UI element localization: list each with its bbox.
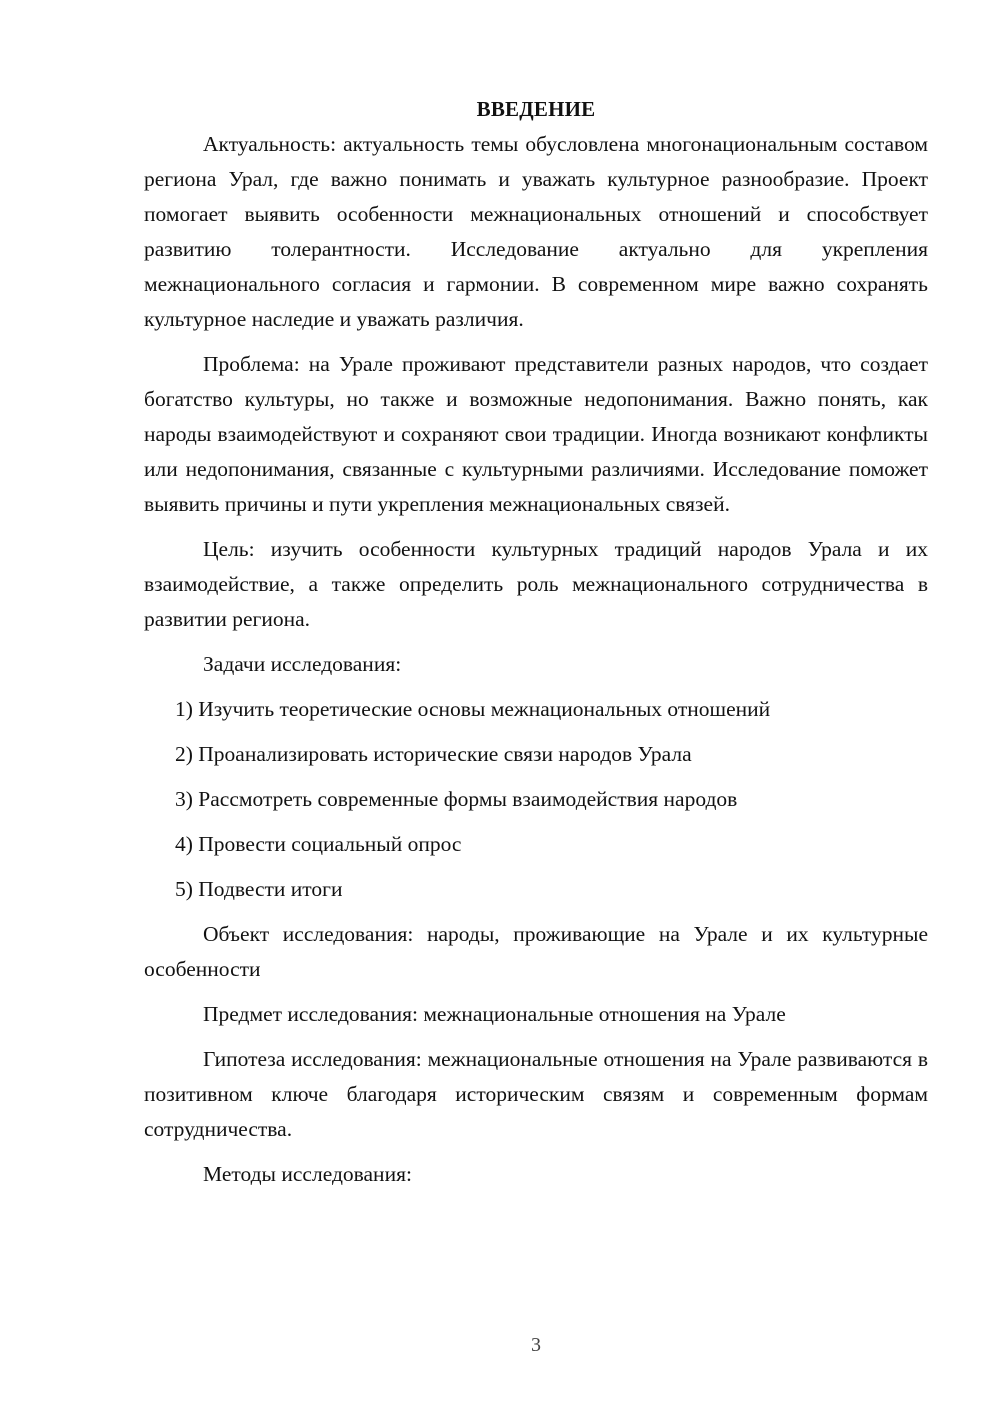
task-item-1: 1) Изучить теоретические основы межнациональных отношений	[175, 697, 771, 721]
hypothesis-paragraph: Гипотеза исследования: межнациональные отношения на Урале развиваются в позитивном ключе благодаря историческим связям и современным формам сотрудничества.	[144, 1047, 928, 1141]
tasks-heading: Задачи исследования:	[203, 652, 402, 676]
page-number: 3	[531, 1334, 541, 1356]
methods-heading: Методы исследования:	[203, 1162, 412, 1186]
task-item-3: 3) Рассмотреть современные формы взаимодействия народов	[175, 787, 738, 811]
task-item-5: 5) Подвести итоги	[175, 877, 343, 901]
document-page	[144, 92, 928, 1202]
task-item-2: 2) Проанализировать исторические связи народов Урала	[175, 742, 692, 766]
task-item-4: 4) Провести социальный опрос	[175, 832, 462, 856]
subject-paragraph: Предмет исследования: межнациональные отношения на Урале	[203, 1002, 786, 1026]
object-paragraph: Объект исследования: народы, проживающие на Урале и их культурные особенности	[144, 922, 928, 981]
page-title: ВВЕДЕНИЕ	[476, 97, 596, 121]
goal-paragraph: Цель: изучить особенности культурных традиций народов Урала и их взаимодействие, а также определить роль межнационального сотрудничества в развитии региона.	[144, 537, 928, 631]
problem-paragraph: Проблема: на Урале проживают представители разных народов, что создает богатство культуры, но также и возможные недопонимания. Важно понять, как народы взаимодействуют и сохраняют свои традиции. Иногда возникают конфликты или недопонимания, связанные с культурными различиями. Исследование поможет выявить причины и пути укрепления межнациональных связей.	[144, 352, 928, 516]
relevance-paragraph: Актуальность: актуальность темы обусловлена многонациональным составом региона Урал, где важно понимать и уважать культурное разнообразие. Проект помогает выявить особенности межнациональных отношений и способствует развитию толерантности. Исследование актуально для укрепления межнационального согласия и гармонии. В современном мире важно сохранять культурное наследие и уважать различия.	[144, 132, 928, 331]
